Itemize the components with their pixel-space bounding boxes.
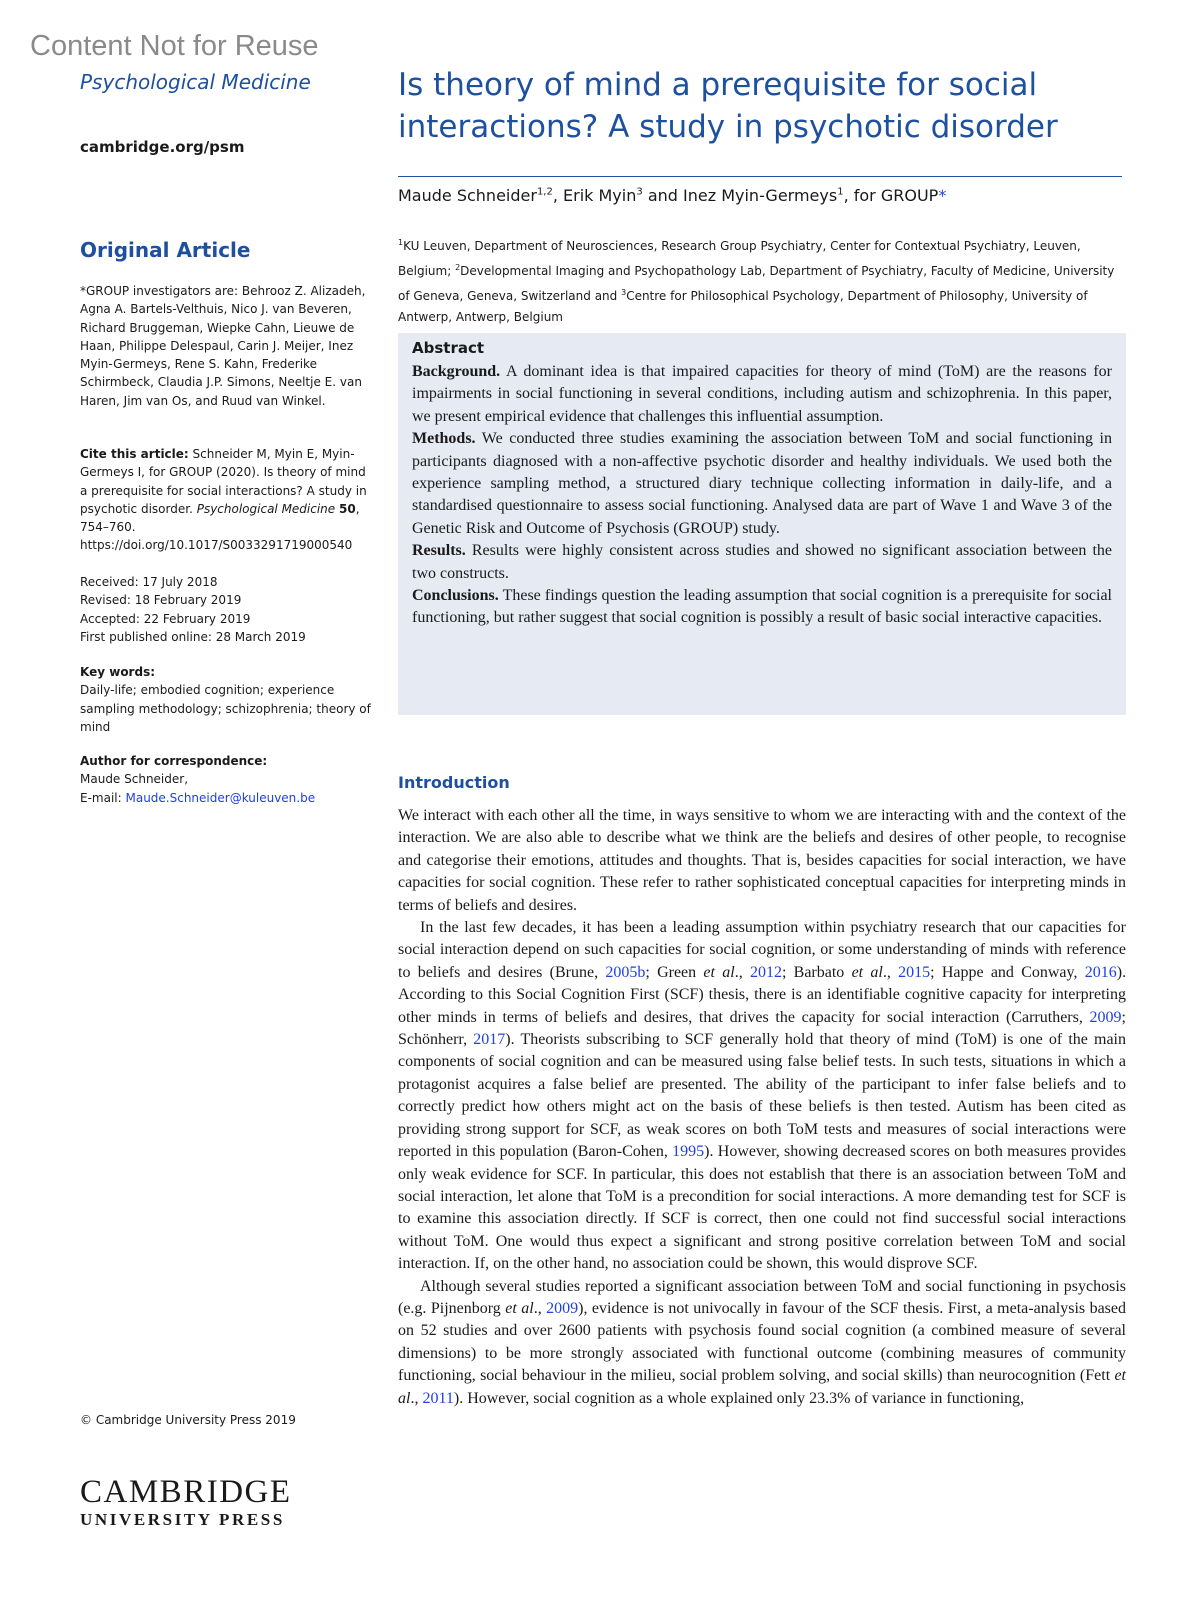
- citation-link[interactable]: 2012: [749, 963, 782, 981]
- citation-link[interactable]: 2015: [898, 963, 931, 981]
- introduction-heading: Introduction: [398, 773, 510, 792]
- abstract-box: [398, 333, 1126, 715]
- affiliations: $^1$KU Leuven, Department of Neurosciences, Research Group Psychiatry, Center for Contextual Psychiatry, Leuven, Belgium; $^2$Developmental Imaging and Psychopathology Lab, Department of Psychiatry, Faculty of Medicine, University of Geneva, Geneva, Switzerland and $^3$Centre for Philosophical Psychology, Department of Philosophy, University of Antwerp, Antwerp, Belgium: [398, 238, 1115, 324]
- author-name: Maude Schneider: [398, 186, 537, 205]
- citation-link[interactable]: 1995: [672, 1143, 705, 1161]
- introduction-body: [398, 805, 1126, 1410]
- publisher-logo: [80, 1475, 292, 1531]
- copyright-notice: © Cambridge University Press 2019: [80, 1413, 296, 1427]
- group-investigators-note: *GROUP investigators are: Behrooz Z. Alizadeh, Agna A. Bartels-Velthuis, Nico J. van Beveren, Richard Bruggeman, Wiepke Cahn, Lieuwe de Haan, Philippe Delespaul, Carin J. Meijer, Inez Myin-Germeys, Rene S. Kahn, Frederike Schirmbeck, Claudia J.P. Simons, Neeltje E. van Haren, Jim van Os, and Ruud van Winkel.: [80, 284, 366, 408]
- abstract-background: Background. A dominant idea is that impaired capacities for theory of mind (ToM) are the reasons for impairments in social functioning in several conditions, including autism and schizophrenia. In this paper, we present empirical evidence that challenges this influential assumption.: [412, 363, 1112, 425]
- group-footnote-link[interactable]: *: [938, 186, 947, 205]
- abstract-methods: Methods. We conducted three studies examining the association between ToM and social functioning in participants diagnosed with a non-affective psychotic disorder and healthy individuals. We used both the experience sampling method, a structured diary technique collecting information in daily-life, and a standardised questionnaire to assess social functioning. Analysed data are part of Wave 1 and Wave 3 of the Genetic Risk and Outcome of Psychosis (GROUP) study.: [412, 430, 1112, 537]
- publisher-logo-line1: CAMBRIDGE: [80, 1474, 292, 1510]
- citation-link[interactable]: 2016: [1084, 963, 1117, 981]
- citation-link[interactable]: 2009: [1089, 1008, 1122, 1026]
- journal-name: Psychological Medicine: [80, 70, 311, 94]
- keywords-text: Daily-life; embodied cognition; experience sampling methodology; schizophrenia; theory of mind: [80, 683, 371, 734]
- intro-paragraph-2: In the last few decades, it has been a leading assumption within psychiatry research that our capacities for social interaction depend on such capacities for social cognition, or some understanding of minds with reference to beliefs and desires (Brune, 2005b; Green et al., 2012; Barbato et al., 2015; Happe and Conway, 2016). According to this Social Cognition First (SCF) thesis, there is an identifiable cognitive capacity for interpreting other minds in terms of beliefs and desires, that drives the capacity for social interaction (Carruthers, 2009; Schönherr, 2017). Theorists subscribing to SCF generally hold that theory of mind (ToM) is one of the main components of social cognition and can be measured using false belief tests. In such tests, situations in which a protagonist acquires a false belief are presented. The ability of the participant to infer false beliefs and to correctly predict how others might act on the basis of these beliefs is then tested. Autism has been cited as providing strong support for SCF, as weak scores on both ToM tests and measures of social interactions were reported in this population (Baron-Cohen, 1995). However, showing decreased scores on both measures provides only weak evidence for SCF. In particular, this does not establish that there is an association between ToM and social interaction, let alone that ToM is a precondition for social interactions. A more demanding test for SCF is to examine this association directly. If SCF is correct, then one could not find successful social interactions without ToM. One would thus expect a significant and strong positive correlation between ToM and social interaction. If, on the other hand, no association could be shown, this would disprove SCF.: [398, 919, 1127, 1273]
- intro-paragraph-1: We interact with each other all the time, in ways sensitive to whom we are interacting with and the context of the interaction. We are also able to describe what we think are the beliefs and desires of other people, to recognise and categorise their emotions, attitudes and thoughts. That is, besides capacities for social interaction, we have capacities for social cognition. These refer to rather sophisticated conceptual capacities for interpreting minds in terms of beliefs and desires.: [398, 807, 1126, 914]
- correspondence-block: [80, 752, 376, 807]
- author-name: Inez Myin-Germeys: [683, 186, 838, 205]
- author-affiliation-mark: 1,2: [536, 186, 553, 198]
- citation-link[interactable]: 2017: [473, 1031, 506, 1049]
- article-type: Original Article: [80, 238, 251, 262]
- author-name: Erik Myin: [563, 186, 637, 205]
- article-title: Is theory of mind a prerequisite for social interactions? A study in psychotic disorder: [398, 67, 1058, 145]
- publisher-logo-line2: UNIVERSITY PRESS: [80, 1510, 285, 1529]
- journal-website[interactable]: cambridge.org/psm: [80, 138, 245, 156]
- published-date: First published online: 28 March 2019: [80, 629, 306, 644]
- accepted-date: Accepted: 22 February 2019: [80, 611, 251, 626]
- citation-link[interactable]: 2011: [422, 1389, 454, 1407]
- keywords-block: [80, 663, 376, 736]
- correspondence-label: Author for correspondence:: [80, 754, 268, 768]
- revised-date: Revised: 18 February 2019: [80, 593, 242, 608]
- received-date: Received: 17 July 2018: [80, 575, 218, 589]
- article-dates: [80, 573, 376, 646]
- keywords-label: Key words:: [80, 665, 156, 679]
- citation-block: Cite this article: Schneider M, Myin E, Myin-Germeys I, for GROUP (2020). Is theory of mind a prerequisite for social interactions? A study in psychotic disorder. Psychological Medicine 50, 754–760. https://doi.org/10.1017/S0033291719000540: [80, 447, 367, 553]
- author-affiliation-mark: 1: [837, 186, 844, 198]
- correspondence-email-line: E-mail: Maude.Schneider@kuleuven.be: [80, 790, 316, 805]
- watermark: Content Not for Reuse: [30, 30, 319, 62]
- title-divider: [398, 176, 1122, 177]
- group-credit: , for GROUP: [843, 186, 939, 205]
- citation-link[interactable]: 2005b: [605, 963, 646, 981]
- abstract-heading: Abstract: [412, 339, 485, 357]
- correspondence-email-link[interactable]: Maude.Schneider@kuleuven.be: [125, 790, 316, 805]
- abstract-conclusions: Conclusions. These findings question the leading assumption that social cognition is a prerequisite for social functioning, but rather suggest that social cognition is possibly a result of basic social interactive capacities.: [412, 587, 1112, 627]
- author-affiliation-mark: 3: [636, 186, 643, 198]
- abstract-results: Results. Results were highly consistent across studies and showed no significant association between the two constructs.: [412, 542, 1112, 582]
- intro-paragraph-3: Although several studies reported a significant association between ToM and social functioning in psychosis (e.g. Pijnenborg et al., 2009), evidence is not univocally in favour of the SCF thesis. First, a meta-analysis based on 52 studies and over 2600 patients with psychosis found social cognition (a combined measure of several dimensions) to be more strongly associated with functional outcome (combining measures of community functioning, social behaviour in the milieu, social problem solving, and social skills) than neurocognition (Fett et al., 2011). However, social cognition as a whole explained only 23.3% of variance in functioning,: [398, 1277, 1127, 1407]
- author-list: Maude Schneider$^{1,2}$, Erik Myin$^3$ and Inez Myin-Germeys$^1$, for GROUP*: [398, 186, 947, 205]
- correspondence-name: Maude Schneider,: [80, 772, 189, 787]
- citation-link[interactable]: 2009: [546, 1299, 579, 1317]
